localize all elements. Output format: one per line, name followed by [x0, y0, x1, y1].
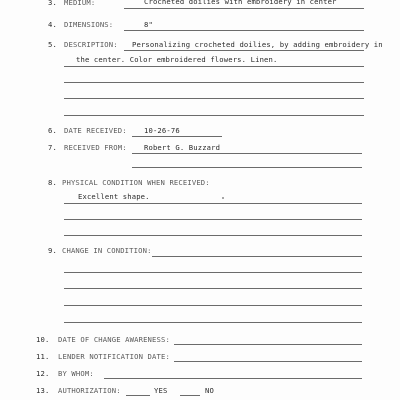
description-label: DESCRIPTION:	[64, 40, 118, 49]
authorization-yes-line	[126, 395, 150, 396]
received-from-line-1	[132, 153, 362, 154]
description-line-2	[64, 66, 364, 67]
received-from-number: 7.	[48, 143, 57, 152]
dimensions-line	[124, 30, 364, 31]
dimensions-value: 8"	[144, 20, 153, 29]
by-whom-number: 12.	[36, 369, 50, 378]
change-awareness-number: 10.	[36, 335, 50, 344]
speck-mark	[222, 197, 224, 199]
date-received-number: 6.	[48, 126, 57, 135]
change-condition-line-3	[64, 288, 362, 289]
change-awareness-line	[174, 344, 362, 345]
change-condition-line-4	[64, 305, 362, 306]
lender-notification-label: LENDER NOTIFICATION DATE:	[58, 352, 170, 361]
description-line-4	[64, 98, 364, 99]
physical-condition-line-1	[64, 203, 362, 204]
received-from-label: RECEIVED FROM:	[64, 143, 127, 152]
change-condition-line-5	[64, 322, 362, 323]
dimensions-number: 4.	[48, 20, 57, 29]
by-whom-label: BY WHOM:	[58, 369, 94, 378]
change-awareness-label: DATE OF CHANGE AWARENESS:	[58, 335, 170, 344]
physical-condition-label: PHYSICAL CONDITION WHEN RECEIVED:	[62, 178, 210, 187]
description-number: 5.	[48, 40, 57, 49]
authorization-number: 13.	[36, 386, 50, 395]
medium-number: 3.	[48, 0, 57, 7]
change-condition-label: CHANGE IN CONDITION:	[62, 246, 152, 255]
medium-line	[124, 8, 364, 9]
authorization-no-label: NO	[205, 386, 214, 395]
authorization-yes-label: YES	[154, 386, 168, 395]
lender-notification-number: 11.	[36, 352, 50, 361]
description-line-5	[64, 115, 364, 116]
by-whom-line	[104, 378, 362, 379]
date-received-value: 10-26-76	[144, 126, 180, 135]
description-line-3	[64, 82, 364, 83]
lender-notification-line	[174, 361, 362, 362]
dimensions-label: DIMENSIONS:	[64, 20, 114, 29]
description-line-1	[124, 50, 364, 51]
change-condition-line-1	[152, 256, 362, 257]
date-received-label: DATE RECEIVED:	[64, 126, 127, 135]
medium-value: Crocheted doilies with embroidery in center	[144, 0, 337, 6]
physical-condition-value: Excellent shape.	[78, 192, 150, 201]
change-condition-number: 9.	[48, 246, 57, 255]
received-from-line-2	[132, 167, 362, 168]
description-line2: the center. Color embroidered flowers. Linen.	[76, 55, 278, 64]
physical-condition-line-3	[64, 235, 362, 236]
medium-label: MEDIUM:	[64, 0, 96, 7]
authorization-label: AUTHORIZATION:	[58, 386, 121, 395]
physical-condition-line-2	[64, 219, 362, 220]
authorization-no-line	[180, 395, 200, 396]
description-line1: Personalizing crocheted doilies, by adding embroidery in	[132, 40, 383, 49]
physical-condition-number: 8.	[48, 178, 57, 187]
received-from-value: Robert G. Buzzard	[144, 143, 221, 152]
change-condition-line-2	[64, 272, 362, 273]
date-received-line	[132, 136, 222, 137]
